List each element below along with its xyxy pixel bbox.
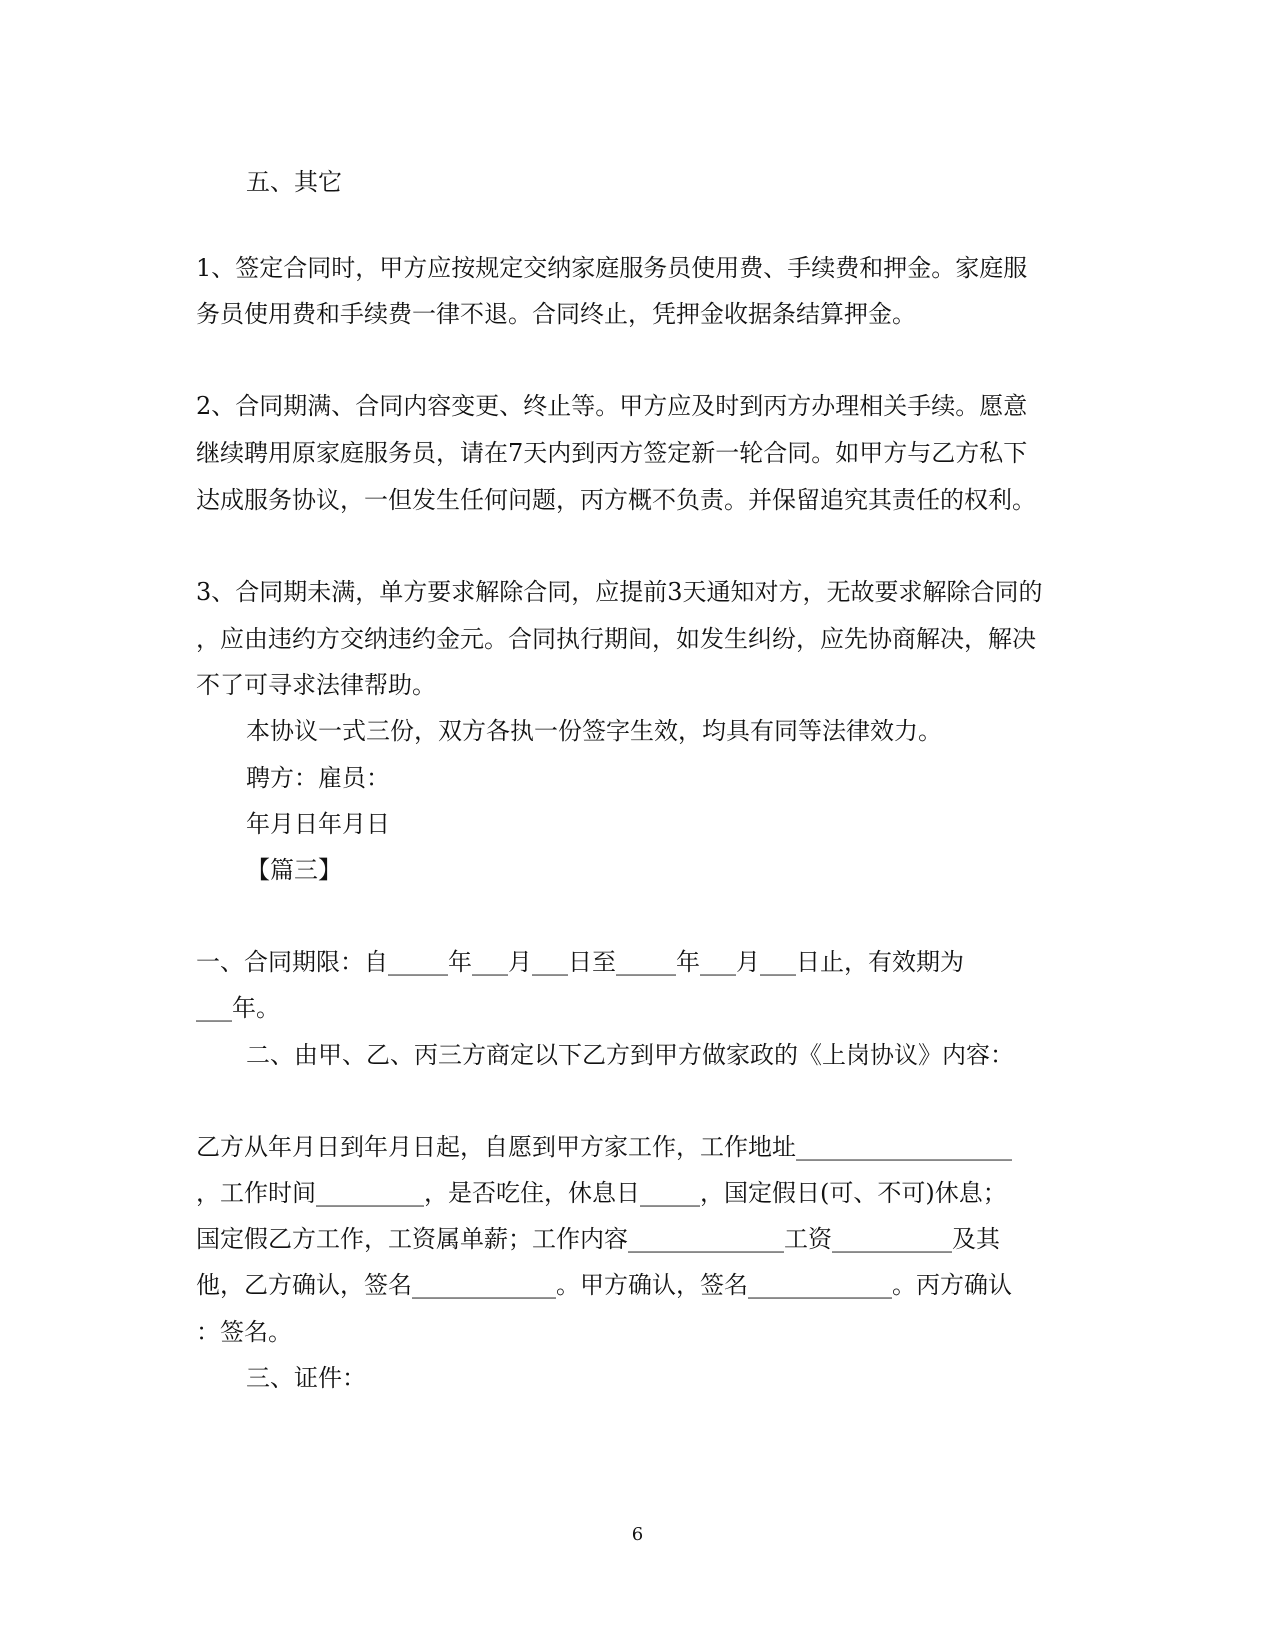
part-three-heading: 【篇三】 — [246, 856, 342, 884]
clause-2-line-3: 达成服务协议，一但发生任何问题，丙方概不负责。并保留追究其责任的权利。 — [196, 486, 1036, 514]
clause-3-line-2: ，应由违约方交纳违约金元。合同执行期间，如发生纠纷，应先协商解决，解决 — [196, 625, 1036, 653]
clause-3-line-1: 3、合同期未满，单方要求解除合同，应提前3天通知对方，无故要求解除合同的 — [196, 578, 1043, 606]
section-heading-other: 五、其它 — [246, 168, 342, 196]
signature-parties-line: 聘方：雇员： — [246, 764, 390, 792]
work-terms-line-5: ：签名。 — [196, 1318, 292, 1346]
term-line-1: 一、合同期限：自_____年___月___日至_____年___月___日止，有效期为 — [196, 948, 964, 976]
section-three-heading: 三、证件： — [246, 1364, 366, 1392]
work-terms-line-4: 他，乙方确认，签名____________。甲方确认，签名____________。丙方确认 — [196, 1271, 1012, 1299]
page-number: 6 — [631, 1524, 644, 1545]
work-terms-line-1: 乙方从年月日到年月日起，自愿到甲方家工作，工作地址__________________ — [196, 1133, 1012, 1161]
term-line-2: ___年。 — [196, 994, 280, 1022]
clause-2-line-2: 继续聘用原家庭服务员，请在7天内到丙方签定新一轮合同。如甲方与乙方私下 — [196, 439, 1028, 467]
section-two-heading: 二、由甲、乙、丙三方商定以下乙方到甲方做家政的《上岗协议》内容： — [246, 1041, 1014, 1069]
clause-1-line-2: 务员使用费和手续费一律不退。合同终止，凭押金收据条结算押金。 — [196, 300, 916, 328]
clause-2-line-1: 2、合同期满、合同内容变更、终止等。甲方应及时到丙方办理相关手续。愿意 — [196, 392, 1028, 420]
clause-1-line-1: 1、签定合同时，甲方应按规定交纳家庭服务员使用费、手续费和押金。家庭服 — [196, 254, 1028, 282]
clause-3-line-3: 不了可寻求法律帮助。 — [196, 671, 436, 699]
work-terms-line-2: ，工作时间_________，是否吃住，休息日_____，国定假日(可、不可)休息； — [196, 1179, 1007, 1207]
work-terms-line-3: 国定假乙方工作，工资属单薪；工作内容_____________工资__________及其 — [196, 1225, 1000, 1253]
agreement-copies-text: 本协议一式三份，双方各执一份签字生效，均具有同等法律效力。 — [246, 717, 942, 745]
signature-date-line: 年月日年月日 — [246, 810, 390, 838]
